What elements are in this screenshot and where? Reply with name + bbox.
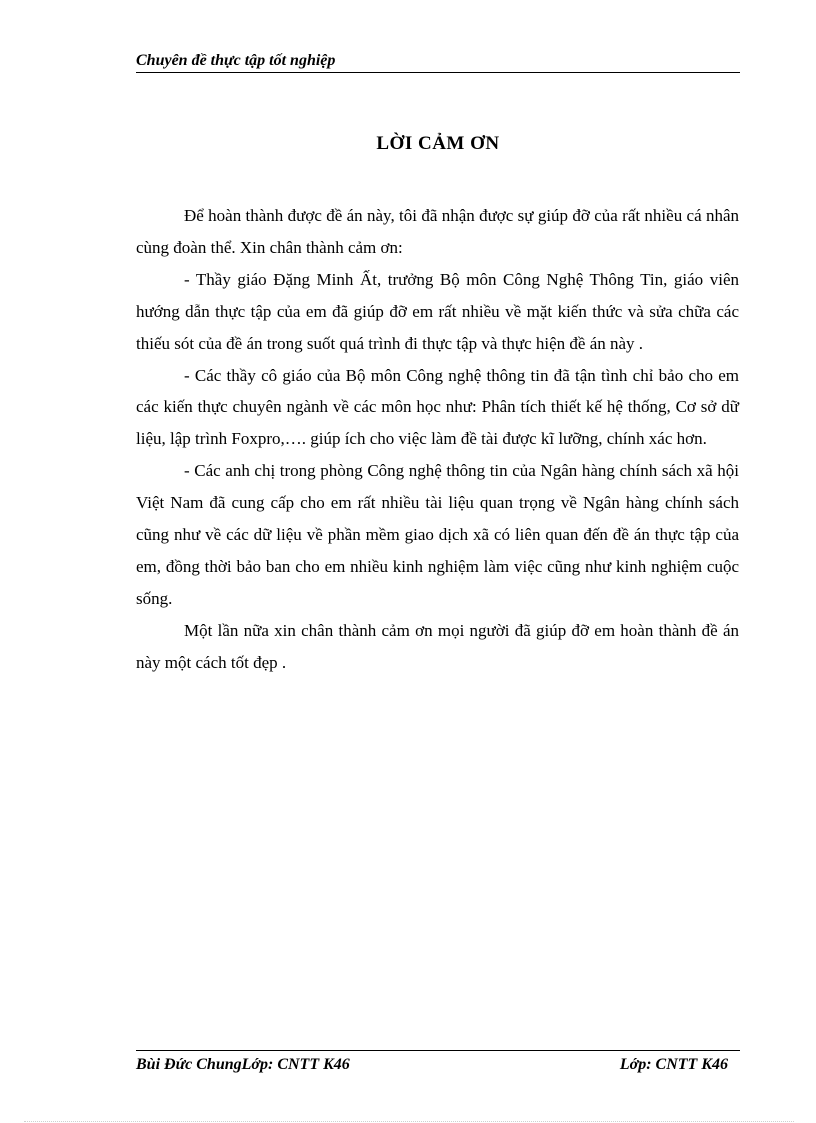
page-bottom-edge	[24, 1121, 794, 1122]
footer-author: Bùi Đức ChungLớp: CNTT K46	[136, 1056, 350, 1073]
page-header	[136, 48, 740, 73]
footer-class: Lớp: CNTT K46	[619, 1056, 728, 1073]
page-title: LỜI CẢM ƠN	[376, 133, 500, 154]
header-title: Chuyên đề thực tập tốt nghiệp	[136, 52, 336, 69]
paragraph-advisor: - Thầy giáo Đặng Minh Ất, trưởng Bộ môn Công Nghệ Thông Tin, giáo viên hướng dẫn thực tập của em đã giúp đỡ em rất nhiều về mặt kiến thức và sửa chữa các thiếu sót của đề án trong suốt quá trình đi thực tập và thực hiện đề án này .	[136, 269, 739, 353]
paragraph-intro: Để hoàn thành được đề án này, tôi đã nhận được sự giúp đỡ của rất nhiều cá nhân cùng đoàn thể. Xin chân thành cảm ơn:	[136, 206, 739, 257]
paragraph-closing: Một lần nữa xin chân thành cảm ơn mọi người đã giúp đỡ em hoàn thành đề án này một cách tốt đẹp .	[136, 620, 739, 672]
paragraph-faculty: - Các thầy cô giáo của Bộ môn Công nghệ thông tin đã tận tình chỉ bảo cho em các kiến thực chuyên ngành về các môn học như: Phân tích thiết kế hệ thống, Cơ sở dữ liệu, lập trình Foxpro,…. giúp ích cho việc làm đề tài được kĩ lưỡng, chính xác hơn.	[136, 365, 739, 449]
paragraph-bank-staff: - Các anh chị trong phòng Công nghệ thông tin của Ngân hàng chính sách xã hội Việt Nam đã cung cấp cho em rất nhiều tài liệu quan trọng về Ngân hàng chính sách cũng như về các dữ liệu về phần mềm giao dịch xã có liên quan đến đề án thực tập của em, đồng thời bảo ban cho em nhiều kinh nghiệm làm việc cũng như kinh nghiệm cuộc sống.	[136, 461, 739, 608]
body-content	[136, 200, 739, 679]
page-footer	[136, 1050, 740, 1075]
